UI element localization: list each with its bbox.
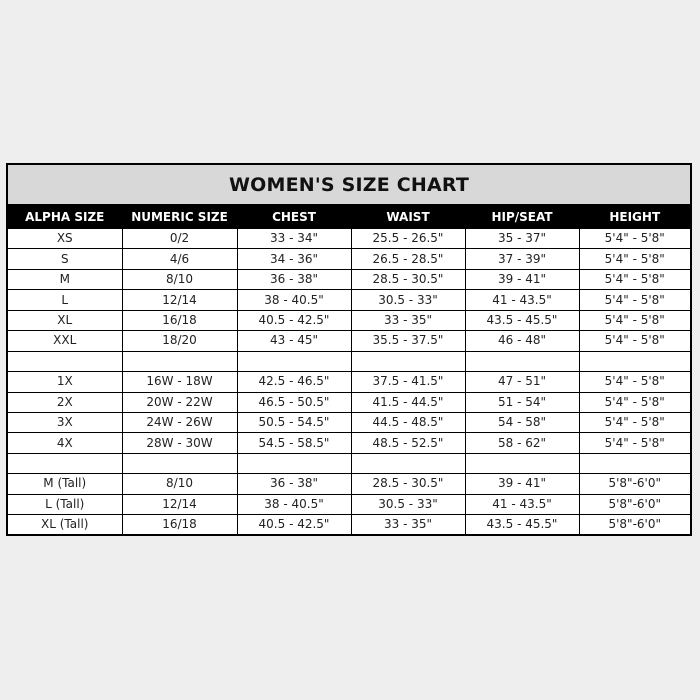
chest-cell: 42.5 - 46.5" [237,372,351,392]
height-cell: 5'4" - 5'8" [579,331,690,351]
table-row [8,474,690,494]
hip-seat-cell: 35 - 37" [465,229,579,249]
title-bar [8,165,690,205]
waist-cell: 26.5 - 28.5" [351,249,465,269]
table-row [8,372,690,392]
table-row [8,412,690,432]
chest-cell: 33 - 34" [237,229,351,249]
col-header-numeric-size: NUMERIC SIZE [122,205,237,229]
numeric-size-cell: 28W - 30W [122,433,237,453]
hip-seat-cell: 46 - 48" [465,331,579,351]
waist-cell: 41.5 - 44.5" [351,392,465,412]
header-row [8,205,690,229]
numeric-size-cell [122,453,237,473]
table-row [8,494,690,514]
col-header-chest: CHEST [237,205,351,229]
col-header-height: HEIGHT [579,205,690,229]
table-row [8,269,690,289]
numeric-size-cell: 8/10 [122,474,237,494]
chest-cell: 36 - 38" [237,474,351,494]
numeric-size-cell [122,351,237,371]
size-table [8,205,690,535]
height-cell: 5'8"-6'0" [579,494,690,514]
spacer-row [8,351,690,371]
alpha-size-cell: XXL [8,331,122,351]
chest-cell: 40.5 - 42.5" [237,515,351,535]
table-row [8,229,690,249]
table-row [8,331,690,351]
table-row [8,249,690,269]
alpha-size-cell [8,453,122,473]
hip-seat-cell: 39 - 41" [465,474,579,494]
numeric-size-cell: 24W - 26W [122,412,237,432]
table-row [8,290,690,310]
alpha-size-cell: 3X [8,412,122,432]
chest-cell: 38 - 40.5" [237,494,351,514]
numeric-size-cell: 16/18 [122,310,237,330]
height-cell: 5'4" - 5'8" [579,229,690,249]
waist-cell: 28.5 - 30.5" [351,269,465,289]
height-cell: 5'4" - 5'8" [579,310,690,330]
height-cell: 5'4" - 5'8" [579,269,690,289]
height-cell: 5'4" - 5'8" [579,372,690,392]
hip-seat-cell: 47 - 51" [465,372,579,392]
table-row [8,392,690,412]
alpha-size-cell: XS [56,231,73,246]
chest-cell [237,453,351,473]
waist-cell: 37.5 - 41.5" [351,372,465,392]
chart-title: WOMEN'S SIZE CHART [228,173,470,196]
chest-cell: 36 - 38" [237,269,351,289]
waist-cell: 30.5 - 33" [351,290,465,310]
waist-cell: 28.5 - 30.5" [351,474,465,494]
alpha-size-cell: 2X [8,392,122,412]
size-chart [6,163,692,536]
hip-seat-cell: 41 - 43.5" [465,494,579,514]
chest-cell: 34 - 36" [237,249,351,269]
hip-seat-cell [465,351,579,371]
hip-seat-cell: 43.5 - 45.5" [465,310,579,330]
alpha-size-cell: L [8,290,122,310]
height-cell: 5'4" - 5'8" [579,433,690,453]
height-cell: 5'4" - 5'8" [579,290,690,310]
numeric-size-cell: 8/10 [122,269,237,289]
alpha-size-cell: 1X [8,372,122,392]
waist-cell [351,453,465,473]
table-row [8,310,690,330]
table-row [8,515,690,535]
alpha-size-cell: M [8,269,122,289]
col-header-waist: WAIST [351,205,465,229]
waist-cell: 48.5 - 52.5" [351,433,465,453]
height-cell: 5'4" - 5'8" [579,249,690,269]
chest-cell: 40.5 - 42.5" [237,310,351,330]
height-cell [579,453,690,473]
chest-cell: 38 - 40.5" [237,290,351,310]
numeric-size-cell: 18/20 [122,331,237,351]
alpha-size-cell [8,351,122,371]
chest-cell: 43 - 45" [237,331,351,351]
chest-cell: 50.5 - 54.5" [237,412,351,432]
waist-cell: 33 - 35" [351,310,465,330]
waist-cell: 30.5 - 33" [351,494,465,514]
height-cell: 5'8"-6'0" [579,474,690,494]
col-header-hip-seat: HIP/SEAT [465,205,579,229]
waist-cell: 35.5 - 37.5" [351,331,465,351]
alpha-size-cell: XL (Tall) [8,515,122,535]
waist-cell: 25.5 - 26.5" [351,229,465,249]
chest-cell: 54.5 - 58.5" [237,433,351,453]
chest-cell [237,351,351,371]
table-row [8,433,690,453]
chest-cell: 46.5 - 50.5" [237,392,351,412]
numeric-size-cell: 12/14 [122,290,237,310]
hip-seat-cell: 58 - 62" [465,433,579,453]
numeric-size-cell: 20W - 22W [122,392,237,412]
alpha-size-cell: L (Tall) [8,494,122,514]
numeric-size-cell: 0/2 [122,229,237,249]
height-cell [579,351,690,371]
numeric-size-cell: 16W - 18W [122,372,237,392]
hip-seat-cell: 54 - 58" [465,412,579,432]
alpha-size-cell: S [8,249,122,269]
alpha-size-cell: 4X [8,433,122,453]
spacer-row [8,453,690,473]
hip-seat-cell: 41 - 43.5" [465,290,579,310]
height-cell: 5'4" - 5'8" [579,392,690,412]
hip-seat-cell: 43.5 - 45.5" [465,515,579,535]
numeric-size-cell: 16/18 [122,515,237,535]
alpha-size-cell: M (Tall) [8,474,122,494]
hip-seat-cell [465,453,579,473]
col-header-alpha-size: ALPHA SIZE [8,205,122,229]
waist-cell: 44.5 - 48.5" [351,412,465,432]
height-cell: 5'4" - 5'8" [579,412,690,432]
hip-seat-cell: 51 - 54" [465,392,579,412]
numeric-size-cell: 4/6 [122,249,237,269]
hip-seat-cell: 39 - 41" [465,269,579,289]
height-cell: 5'8"-6'0" [579,515,690,535]
alpha-size-cell: XL [8,310,122,330]
numeric-size-cell: 12/14 [122,494,237,514]
waist-cell: 33 - 35" [351,515,465,535]
hip-seat-cell: 37 - 39" [465,249,579,269]
waist-cell [351,351,465,371]
